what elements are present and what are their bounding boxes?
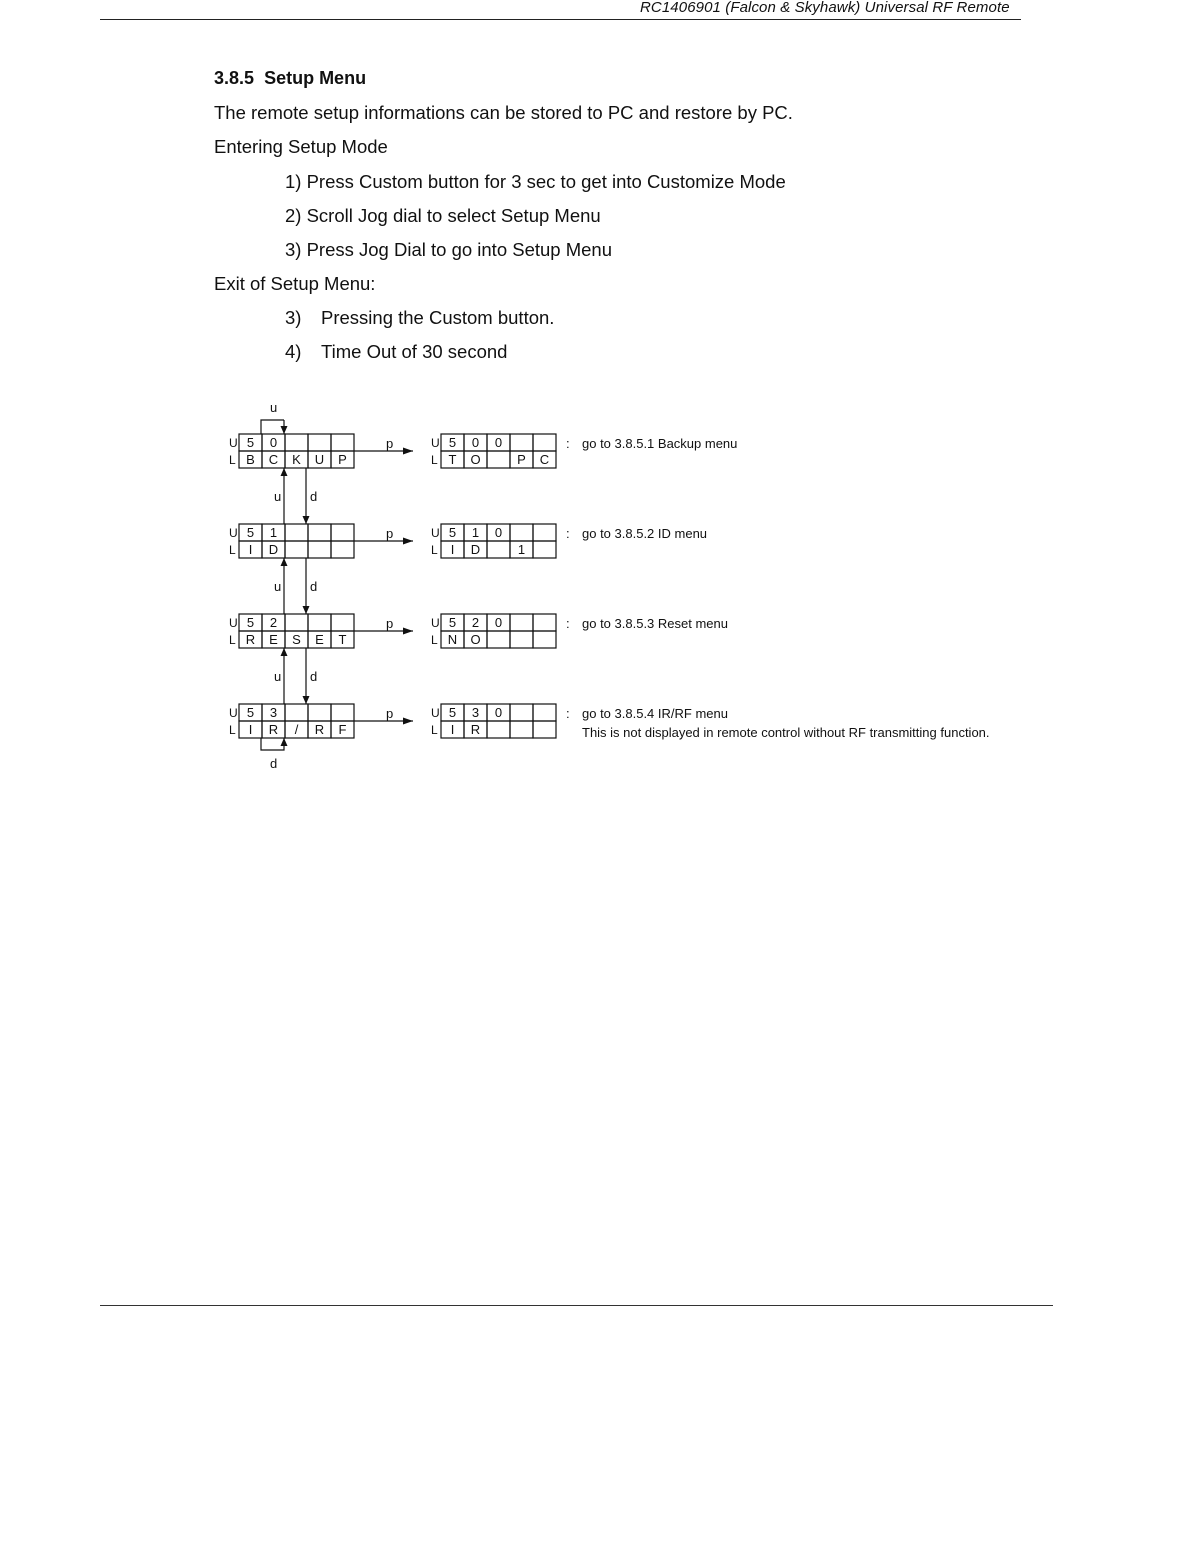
menu-0-display-upper-char: 5 xyxy=(246,435,255,450)
press-key-label: p xyxy=(386,616,394,631)
submenu-2-display-lower-row-label: L xyxy=(431,633,438,647)
menu-2-display-upper-char: 2 xyxy=(269,615,278,630)
submenu-1-display-upper-row-label: U xyxy=(431,526,440,540)
submenu-0-display-lower-char: O xyxy=(470,452,481,467)
menu-1-display-lower-row-label: L xyxy=(229,543,236,557)
menu-0-display-lower-row-label: L xyxy=(229,453,236,467)
menu-1-display-upper-char: 1 xyxy=(269,525,278,540)
menu-2-display-upper-cell xyxy=(331,614,354,631)
submenu-2-display-lower-char: O xyxy=(470,632,481,647)
submenu-3-display-upper-row-label: U xyxy=(431,706,440,720)
menu-2-display-upper-cell xyxy=(285,614,308,631)
menu-1-display-upper-cell xyxy=(331,524,354,541)
menu-3-display-upper-row-label: U xyxy=(229,706,238,720)
menu-2-display-lower-row-label: L xyxy=(229,633,236,647)
submenu-0-display-lower-char: P xyxy=(517,452,526,467)
submenu-2-display-lower-cell xyxy=(487,631,510,648)
menu-0-display-upper-cell xyxy=(331,434,354,451)
menu-0-display-lower-char: U xyxy=(314,452,325,467)
submenu-2-display-upper-char: 2 xyxy=(471,615,480,630)
down-arrow-head xyxy=(303,696,310,704)
submenu-1-display-lower-char: 1 xyxy=(517,542,526,557)
menu-0-display-upper-cell xyxy=(285,434,308,451)
submenu-2-display-upper-char: 0 xyxy=(494,615,503,630)
menu-0-display-lower-char: K xyxy=(292,452,301,467)
menu-2-note: go to 3.8.5.3 Reset menu xyxy=(582,616,728,631)
menu-3-display-upper-cell xyxy=(331,704,354,721)
menu-3-display-upper-char: 5 xyxy=(246,705,255,720)
down-key-label: d xyxy=(310,579,318,594)
submenu-0-display-upper-cell xyxy=(533,434,556,451)
submenu-1-display-upper-char: 0 xyxy=(494,525,503,540)
menu-2-display-lower-char: S xyxy=(292,632,301,647)
down-arrow-head xyxy=(303,516,310,524)
press-key-label: p xyxy=(386,706,394,721)
submenu-0-display-upper-char: 5 xyxy=(448,435,457,450)
entering-step-2: 2) Scroll Jog dial to select Setup Menu xyxy=(285,205,601,226)
exit-setup-title: Exit of Setup Menu: xyxy=(214,273,376,294)
submenu-1-display-lower-cell xyxy=(533,541,556,558)
note-colon: : xyxy=(566,706,570,721)
exit-step-1-text: Pressing the Custom button. xyxy=(321,307,555,328)
submenu-1-display-upper-char: 5 xyxy=(448,525,457,540)
wrap-down-key-label: d xyxy=(270,756,278,771)
up-key-label: u xyxy=(274,669,282,684)
menu-3-display-upper-char: 3 xyxy=(269,705,278,720)
menu-2-display-lower-char: T xyxy=(338,632,347,647)
submenu-1-display-upper-cell xyxy=(510,524,533,541)
menu-3-display-lower-row-label: L xyxy=(229,723,236,737)
menu-1-display-upper-char: 5 xyxy=(246,525,255,540)
menu-0-display-lower-char: C xyxy=(268,452,279,467)
submenu-1-display-lower-char: I xyxy=(450,542,455,557)
press-arrow-head xyxy=(403,718,413,725)
up-key-label: u xyxy=(274,489,282,504)
entering-step-1: 1) Press Custom button for 3 sec to get into Customize Mode xyxy=(285,171,786,192)
menu-3-display-lower-char: R xyxy=(268,722,279,737)
menu-2-display-upper-row-label: U xyxy=(229,616,238,630)
submenu-2-display-upper-cell xyxy=(533,614,556,631)
menu-0-display-upper-char: 0 xyxy=(269,435,278,450)
press-arrow-head xyxy=(403,628,413,635)
submenu-0-display-lower-cell xyxy=(487,451,510,468)
press-key-label: p xyxy=(386,436,394,451)
submenu-3-display-lower-cell xyxy=(487,721,510,738)
menu-2-display-lower-char: E xyxy=(269,632,278,647)
submenu-0-display-upper-char: 0 xyxy=(494,435,503,450)
intro-paragraph: The remote setup informations can be stored to PC and restore by PC. xyxy=(214,102,793,123)
submenu-2-display-upper-cell xyxy=(510,614,533,631)
wrap-down-line xyxy=(261,738,284,750)
submenu-1-display-lower-char: D xyxy=(470,542,481,557)
wrap-up-line xyxy=(261,420,284,434)
entering-step-3: 3) Press Jog Dial to go into Setup Menu xyxy=(285,239,613,260)
wrap-up-key-label: u xyxy=(270,400,278,415)
submenu-2-display-lower-char: N xyxy=(447,632,458,647)
menu-3-note: go to 3.8.5.4 IR/RF menu xyxy=(582,706,728,721)
down-arrow-head xyxy=(303,606,310,614)
submenu-3-display-lower-row-label: L xyxy=(431,723,438,737)
up-arrow-head xyxy=(281,648,288,656)
menu-2-display-upper-cell xyxy=(308,614,331,631)
submenu-0-display-lower-row-label: L xyxy=(431,453,438,467)
entering-setup-title: Entering Setup Mode xyxy=(214,136,388,157)
menu-2-display-upper-char: 5 xyxy=(246,615,255,630)
note-colon: : xyxy=(566,436,570,451)
menu-0-display-upper-row-label: U xyxy=(229,436,238,450)
submenu-3-display-lower-char: R xyxy=(470,722,481,737)
submenu-3-display-lower-cell xyxy=(533,721,556,738)
menu-3-display-lower-char: F xyxy=(338,722,347,737)
submenu-1-display-lower-row-label: L xyxy=(431,543,438,557)
submenu-1-display-upper-char: 1 xyxy=(471,525,480,540)
menu-0-display-upper-cell xyxy=(308,434,331,451)
up-arrow-head xyxy=(281,468,288,476)
submenu-1-display-upper-cell xyxy=(533,524,556,541)
menu-1-display-lower-char: D xyxy=(268,542,279,557)
menu-2-display-lower-char: E xyxy=(315,632,324,647)
press-key-label: p xyxy=(386,526,394,541)
submenu-2-display-lower-cell xyxy=(533,631,556,648)
exit-step-2-number: 4) xyxy=(285,341,302,362)
down-key-label: d xyxy=(310,489,318,504)
menu-1-note: go to 3.8.5.2 ID menu xyxy=(582,526,708,541)
footer-rule xyxy=(100,1305,1053,1306)
page-header-title: RC1406901 (Falcon & Skyhawk) Universal RF Remote xyxy=(640,0,1010,16)
submenu-0-display-upper-char: 0 xyxy=(471,435,480,450)
menu-1-display-lower-cell xyxy=(331,541,354,558)
menu-3-display-lower-char: R xyxy=(314,722,325,737)
submenu-1-display-lower-cell xyxy=(487,541,510,558)
note-colon: : xyxy=(566,616,570,631)
press-arrow-head xyxy=(403,538,413,545)
menu-3-note-extra: This is not displayed in remote control without RF transmitting function. xyxy=(582,725,990,740)
wrap-up-arrow-head xyxy=(281,426,288,434)
menu-0-display-lower-char: B xyxy=(246,452,255,467)
exit-step-1-number: 3) xyxy=(285,307,302,328)
menu-3-display-lower-char: / xyxy=(294,722,299,737)
menu-3-display-lower-char: I xyxy=(248,722,253,737)
menu-3-display-upper-cell xyxy=(308,704,331,721)
up-key-label: u xyxy=(274,579,282,594)
submenu-3-display-upper-char: 0 xyxy=(494,705,503,720)
section-title: Setup Menu xyxy=(264,68,367,88)
submenu-2-display-lower-cell xyxy=(510,631,533,648)
menu-1-display-lower-char: I xyxy=(248,542,253,557)
up-arrow-head xyxy=(281,558,288,566)
submenu-3-display-upper-char: 3 xyxy=(471,705,480,720)
menu-1-display-upper-cell xyxy=(308,524,331,541)
submenu-0-display-lower-char: C xyxy=(539,452,550,467)
menu-1-display-upper-row-label: U xyxy=(229,526,238,540)
submenu-3-display-upper-cell xyxy=(533,704,556,721)
wrap-down-arrow-head xyxy=(281,738,288,746)
submenu-3-display-lower-cell xyxy=(510,721,533,738)
note-colon: : xyxy=(566,526,570,541)
menu-1-display-lower-cell xyxy=(285,541,308,558)
menu-1-display-upper-cell xyxy=(285,524,308,541)
menu-0-note: go to 3.8.5.1 Backup menu xyxy=(582,436,738,451)
menu-1-display-lower-cell xyxy=(308,541,331,558)
submenu-0-display-lower-char: T xyxy=(448,452,457,467)
press-arrow-head xyxy=(403,448,413,455)
submenu-0-display-upper-cell xyxy=(510,434,533,451)
submenu-3-display-upper-char: 5 xyxy=(448,705,457,720)
submenu-2-display-upper-row-label: U xyxy=(431,616,440,630)
submenu-3-display-lower-char: I xyxy=(450,722,455,737)
down-key-label: d xyxy=(310,669,318,684)
exit-step-2-text: Time Out of 30 second xyxy=(321,341,508,362)
submenu-2-display-upper-char: 5 xyxy=(448,615,457,630)
menu-2-display-lower-char: R xyxy=(245,632,256,647)
menu-0-display-lower-char: P xyxy=(338,452,347,467)
submenu-0-display-upper-row-label: U xyxy=(431,436,440,450)
section-number: 3.8.5 xyxy=(214,68,255,88)
menu-3-display-upper-cell xyxy=(285,704,308,721)
submenu-3-display-upper-cell xyxy=(510,704,533,721)
